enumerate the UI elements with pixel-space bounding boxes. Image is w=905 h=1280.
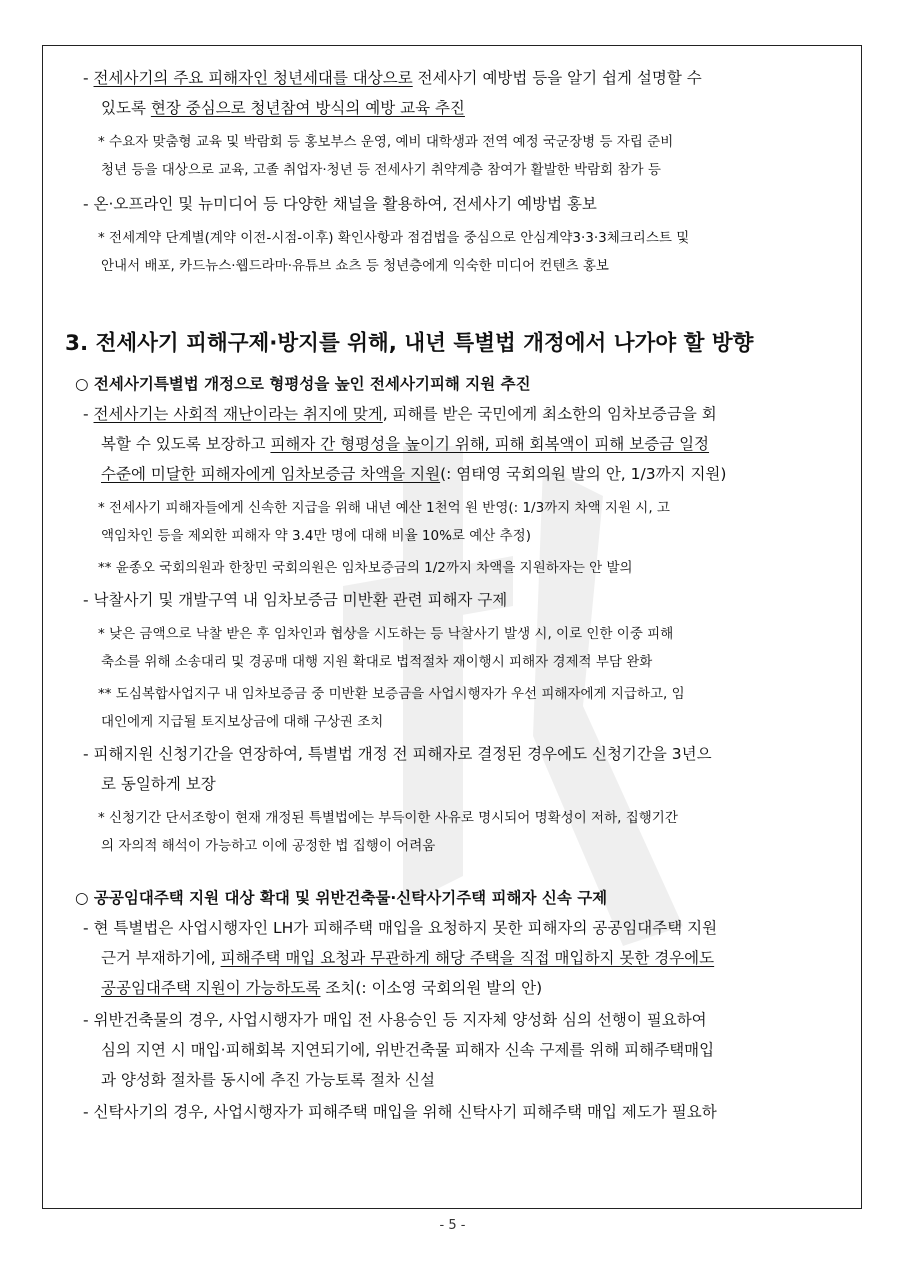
text-segment: - 현 특별법은 사업시행자인 LH가 피해주택 매입을 요청하지 못한 피해자의 공공임대주택 지원 [83,919,718,937]
text-segment: - 낙찰사기 및 개발구역 내 임차보증금 미반환 관련 피해자 구제 [83,591,508,609]
footnote [98,556,633,576]
text-segment: * 낮은 금액으로 낙찰 받은 후 임차인과 협상을 시도하는 등 낙찰사기 발생 시, 이로 인한 이중 피해 [98,626,674,642]
underlined-text: 현장 중심으로 청년참여 방식의 예방 교육 추진 [150,99,465,117]
text-segment: - 온·오프라인 및 뉴미디어 등 다양한 채널을 활용하여, 전세사기 예방법 홍보 [83,195,597,213]
text-segment: 액임차인 등을 제외한 피해자 약 3.4만 명에 대해 비율 10%로 예산 추정) [101,528,531,544]
dash-item-continuation [101,976,542,998]
underlined-text: 수준에 미달한 피해자에게 임차보증금 차액을 지원 [101,465,441,483]
footnote-continuation [101,710,383,730]
dash-item [83,588,507,610]
dash-item-continuation [101,462,726,484]
text-segment: 3. 전세사기 피해구제·방지를 위해, 내년 특별법 개정에서 나가야 할 방향 [65,331,754,356]
text-segment: ** 윤종오 국회의원과 한창민 국회의원은 임차보증금의 1/2까지 차액을 지원하자는 안 발의 [98,560,633,576]
text-segment: - 피해지원 신청기간을 연장하여, 특별법 개정 전 피해자로 결정된 경우에도 신청기간을 3년으 [83,745,712,763]
dash-item [83,1100,717,1122]
text-segment: - [83,405,94,423]
footnote [98,682,685,702]
footnote-continuation [101,650,652,670]
text-segment: 복할 수 있도록 보장하고 [101,435,271,453]
text-segment: 로 동일하게 보장 [101,775,216,793]
dash-item-continuation [101,432,709,454]
footnote-continuation [101,254,609,274]
dash-item [83,916,717,938]
footnote [98,622,673,642]
footnote [98,130,673,150]
dash-item [83,66,702,88]
text-segment: 대인에게 지급될 토지보상금에 대해 구상권 조치 [101,714,384,730]
text-segment: 있도록 [101,99,151,117]
footnote [98,226,689,246]
text-segment: ○ 공공임대주택 지원 대상 확대 및 위반건축물·신탁사기주택 피해자 신속 구제 [75,889,608,907]
underlined-text: 전세사기의 주요 피해자인 청년세대를 대상으로 [93,69,413,87]
text-segment: 전세사기 예방법 등을 알기 쉽게 설명할 수 [412,69,702,87]
text-segment: ○ 전세사기특별법 개정으로 형평성을 높인 전세사기피해 지원 추진 [75,375,531,393]
text-segment: * 수요자 맞춤형 교육 및 박람회 등 홍보부스 운영, 예비 대학생과 전역 예정 국군장병 등 자립 준비 [98,134,674,150]
text-segment: 근거 부재하기에, [101,949,221,967]
footnote-continuation [101,524,531,544]
circle-subheading [75,372,531,394]
circle-subheading [75,886,607,908]
underlined-text: 전세사기는 사회적 재난이라는 취지에 맞게 [93,405,383,423]
dash-item-continuation [101,946,714,968]
page-frame [42,45,862,1209]
dash-item [83,1008,707,1030]
dash-item [83,402,717,424]
text-segment: 의 자의적 해석이 가능하고 이에 공정한 법 집행이 어려움 [101,838,436,854]
dash-item-continuation [101,772,216,794]
underlined-text: 피해주택 매입 요청과 무관하게 해당 주택을 직접 매입하지 못한 경우에도 [220,949,715,967]
text-segment: , 피해를 받은 국민에게 최소한의 임차보증금을 회 [382,405,717,423]
text-segment: ** 도심복합사업지구 내 임차보증금 중 미반환 보증금을 사업시행자가 우선 피해자에게 지급하고, 임 [98,686,685,702]
text-segment: * 전세사기 피해자들에게 신속한 지급을 위해 내년 예산 1천억 원 반영(: 1/3까지 차액 지원 시, 고 [98,500,670,516]
text-segment: * 신청기간 단서조항이 현재 개정된 특별법에는 부득이한 사유로 명시되어 명확성이 저하, 집행기간 [98,810,678,826]
text-segment: 청년 등을 대상으로 교육, 고졸 취업자·청년 등 전세사기 취약계층 참여가 활발한 박람회 참가 등 [101,162,661,178]
dash-item-continuation [101,96,465,118]
footnote-continuation [101,834,435,854]
section-heading [65,326,753,357]
footnote-continuation [101,158,661,178]
document-body [43,46,861,1208]
text-segment: 조치(: 이소영 국회의원 발의 안) [320,979,543,997]
text-segment: 축소를 위해 소송대리 및 경공매 대행 지원 확대로 법적절차 재이행시 피해자 경제적 부담 완화 [101,654,653,670]
footnote [98,496,670,516]
dash-item-continuation [101,1068,435,1090]
text-segment: - 신탁사기의 경우, 사업시행자가 피해주택 매입을 위해 신탁사기 피해주택 매입 제도가 필요하 [83,1103,717,1121]
text-segment: 안내서 배포, 카드뉴스·웹드라마·유튜브 쇼츠 등 청년층에게 익숙한 미디어 컨텐츠 홍보 [101,258,609,274]
dash-item-continuation [101,1038,714,1060]
footnote [98,806,678,826]
underlined-text: 피해자 간 형평성을 높이기 위해, 피해 회복액이 피해 보증금 일정 [270,435,710,453]
page-number: - 5 - [439,1218,466,1233]
text-segment: 심의 지연 시 매입·피해회복 지연되기에, 위반건축물 피해자 신속 구제를 위해 피해주택매입 [101,1041,715,1059]
text-segment: - 위반건축물의 경우, 사업시행자가 매입 전 사용승인 등 지자체 양성화 심의 선행이 필요하여 [83,1011,707,1029]
text-segment: 과 양성화 절차를 동시에 추진 가능토록 절차 신설 [101,1071,435,1089]
dash-item [83,192,597,214]
text-segment: - [83,69,94,87]
text-segment: (: 염태영 국회의원 발의 안, 1/3까지 지원) [440,465,727,483]
text-segment: * 전세계약 단계별(계약 이전-시점-이후) 확인사항과 점검법을 중심으로 안심계약3·3·3체크리스트 및 [98,230,690,246]
dash-item [83,742,712,764]
underlined-text: 공공임대주택 지원이 가능하도록 [101,979,321,997]
